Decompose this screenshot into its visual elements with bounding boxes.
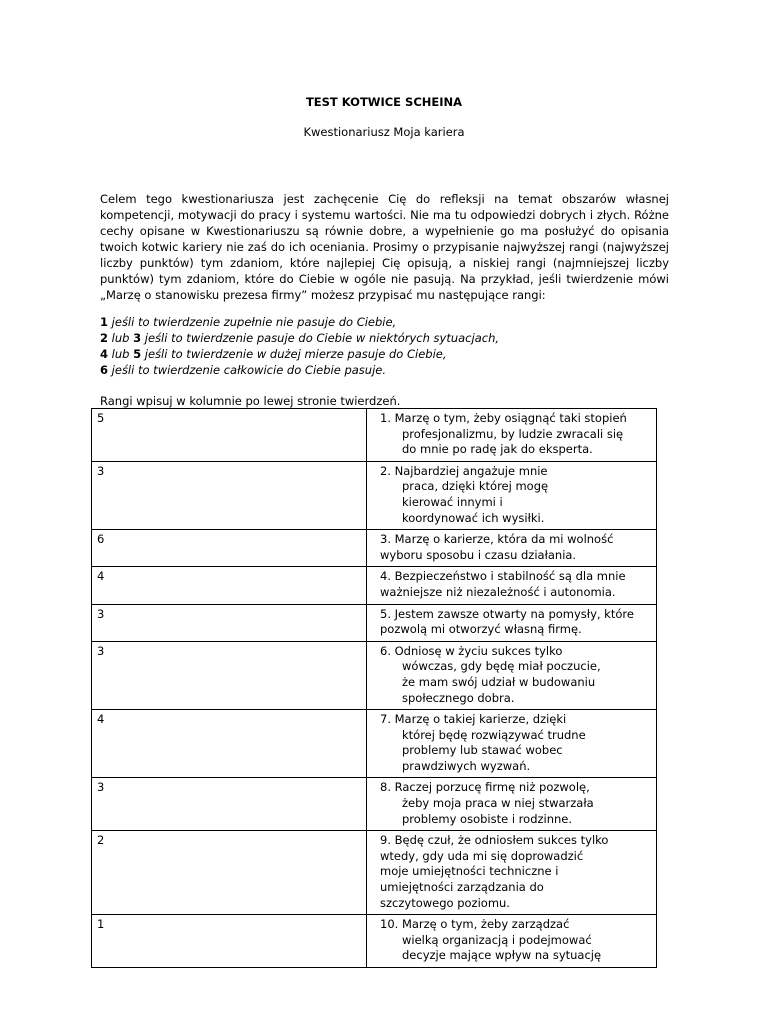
rank-description: jeśli to twierdzenie w dużej mierze pasuje do Ciebie, [141,347,447,361]
statement-cell [367,831,657,915]
statement-line: 8. Raczej porzucę firmę niż pozwolę, [380,780,590,795]
rank-cell[interactable]: 3 [92,604,367,641]
statement-line: ważniejsze niż niezależność i autonomia. [380,584,616,599]
rank-cell[interactable]: 3 [92,461,367,529]
rank-number: 5 [133,347,142,361]
rank-joiner: lub [108,347,134,361]
statement-cell [367,530,657,567]
table-row [92,915,657,968]
statement-line: problemy lub stawać wobec [402,743,563,758]
statement-line: wtedy, gdy uda mi się doprowadzić [380,848,584,863]
table-row [92,530,657,567]
rank-scale-item [100,330,669,346]
statement-line: umiejętności zarządzania do [380,880,544,895]
statement-cell [367,409,657,462]
statement-line: praca, dzięki której mogę [402,479,549,494]
statement-line: decyzje mające wpływ na sytuację [402,948,602,963]
rank-description: jeśli to twierdzenie pasuje do Ciebie w niektórych sytuacjach, [141,331,500,345]
table-row [92,461,657,529]
rank-number: 1 [100,315,109,329]
table-row [92,831,657,915]
table-row [92,641,657,709]
rank-joiner: lub [108,331,134,345]
statement-line: 10. Marzę o tym, żeby zarządzać [380,917,570,932]
statement-cell [367,915,657,968]
statement-line: wówczas, gdy będę miał poczucie, [402,659,601,674]
rank-cell[interactable]: 5 [92,409,367,462]
statement-line: 1. Marzę o tym, żeby osiągnąć taki stopień [380,411,627,425]
statement-line: której będę rozwiązywać trudne [402,727,586,742]
statement-line: kierować innymi i [402,494,503,509]
rank-scale-list [100,314,669,378]
statement-line: 2. Najbardziej angażuje mnie [380,463,548,478]
statement-line: wielką organizacją i podejmować [402,932,592,947]
document-title: TEST KOTWICE SCHEINA [305,95,463,109]
statement-cell [367,710,657,778]
table-row [92,710,657,778]
statement-line: problemy osobiste i rodzinne. [402,811,573,826]
statement-cell [367,461,657,529]
rank-number: 3 [133,331,142,345]
statement-line: 7. Marzę o takiej karierze, dzięki [380,712,567,727]
rank-table [91,408,657,968]
table-row [92,567,657,604]
instruction-text: Rangi wpisuj w kolumnie po lewej stronie twierdzeń. [100,394,401,408]
rank-scale-item [100,346,669,362]
statement-line: do mnie po radę jak do eksperta. [402,442,593,457]
statement-line: wyboru sposobu i czasu działania. [380,547,577,562]
rank-cell[interactable]: 2 [92,831,367,915]
statement-line: 3. Marzę o karierze, która da mi wolność [380,532,614,547]
table-row [92,604,657,641]
rank-description: jeśli to twierdzenie zupełnie nie pasuje do Ciebie, [108,315,397,329]
rank-cell[interactable]: 6 [92,530,367,567]
statement-line: żeby moja praca w niej stwarzała [402,796,594,811]
rank-number: 2 [100,331,109,345]
statement-cell [367,641,657,709]
statement-line: profesjonalizmu, by ludzie zwracali się [402,426,624,441]
rank-number: 4 [100,347,109,361]
statement-line: 4. Bezpieczeństwo i stabilność są dla mnie [380,569,626,584]
rank-cell[interactable]: 4 [92,710,367,778]
rank-scale-item [100,362,669,378]
statement-line: koordynować ich wysiłki. [402,510,545,525]
statement-line: moje umiejętności techniczne i [380,864,559,879]
rank-cell[interactable]: 3 [92,641,367,709]
statement-line: 9. Będę czuł, że odniosłem sukces tylko [380,833,609,848]
statement-line: prawdziwych wyzwań. [402,758,531,773]
rank-cell[interactable]: 3 [92,778,367,831]
statement-line: 5. Jestem zawsze otwarty na pomysły, które [380,606,634,621]
statement-cell [367,778,657,831]
statement-line: że mam swój udział w budowaniu [402,674,596,689]
document-subtitle: Kwestionariusz Moja kariera [303,125,465,139]
rank-scale-item [100,314,669,330]
statement-line: 6. Odniosę w życiu sukces tylko [380,643,563,658]
rank-number: 6 [100,363,109,377]
statement-line: szczytowego poziomu. [380,895,510,910]
statement-cell [367,567,657,604]
intro-paragraph: Celem tego kwestionariusza jest zachęcenie Cię do refleksji na temat obszarów własnej kompetencji, motywacji do pracy i systemu wartości. Nie ma tu odpowiedzi dobrych i złych. Różne cechy opisane w Kwestionariuszu są równie dobre, a wypełnienie go ma posłużyć do opisania twoich kotwic kariery nie zaś do ich oceniania. Prosimy o przypisanie najwyższej rangi (najwyższej liczby punktów) tym zdaniom, które najlepiej Cię opisują, a niskiej rangi (najmniejszej liczby punktów) tym zdaniom, które do Ciebie w ogóle nie pasują. Na przykład, jeśli twierdzenie mówi „Marzę o stanowisku prezesa firmy” możesz przypisać mu następujące rangi: [100,192,669,302]
rank-cell[interactable]: 1 [92,915,367,968]
table-row [92,778,657,831]
rank-cell[interactable]: 4 [92,567,367,604]
table-row [92,409,657,462]
statement-line: pozwolą mi otworzyć własną firmę. [380,622,582,637]
statement-line: społecznego dobra. [402,690,515,705]
statement-cell [367,604,657,641]
rank-description: jeśli to twierdzenie całkowicie do Ciebie pasuje. [108,363,387,377]
